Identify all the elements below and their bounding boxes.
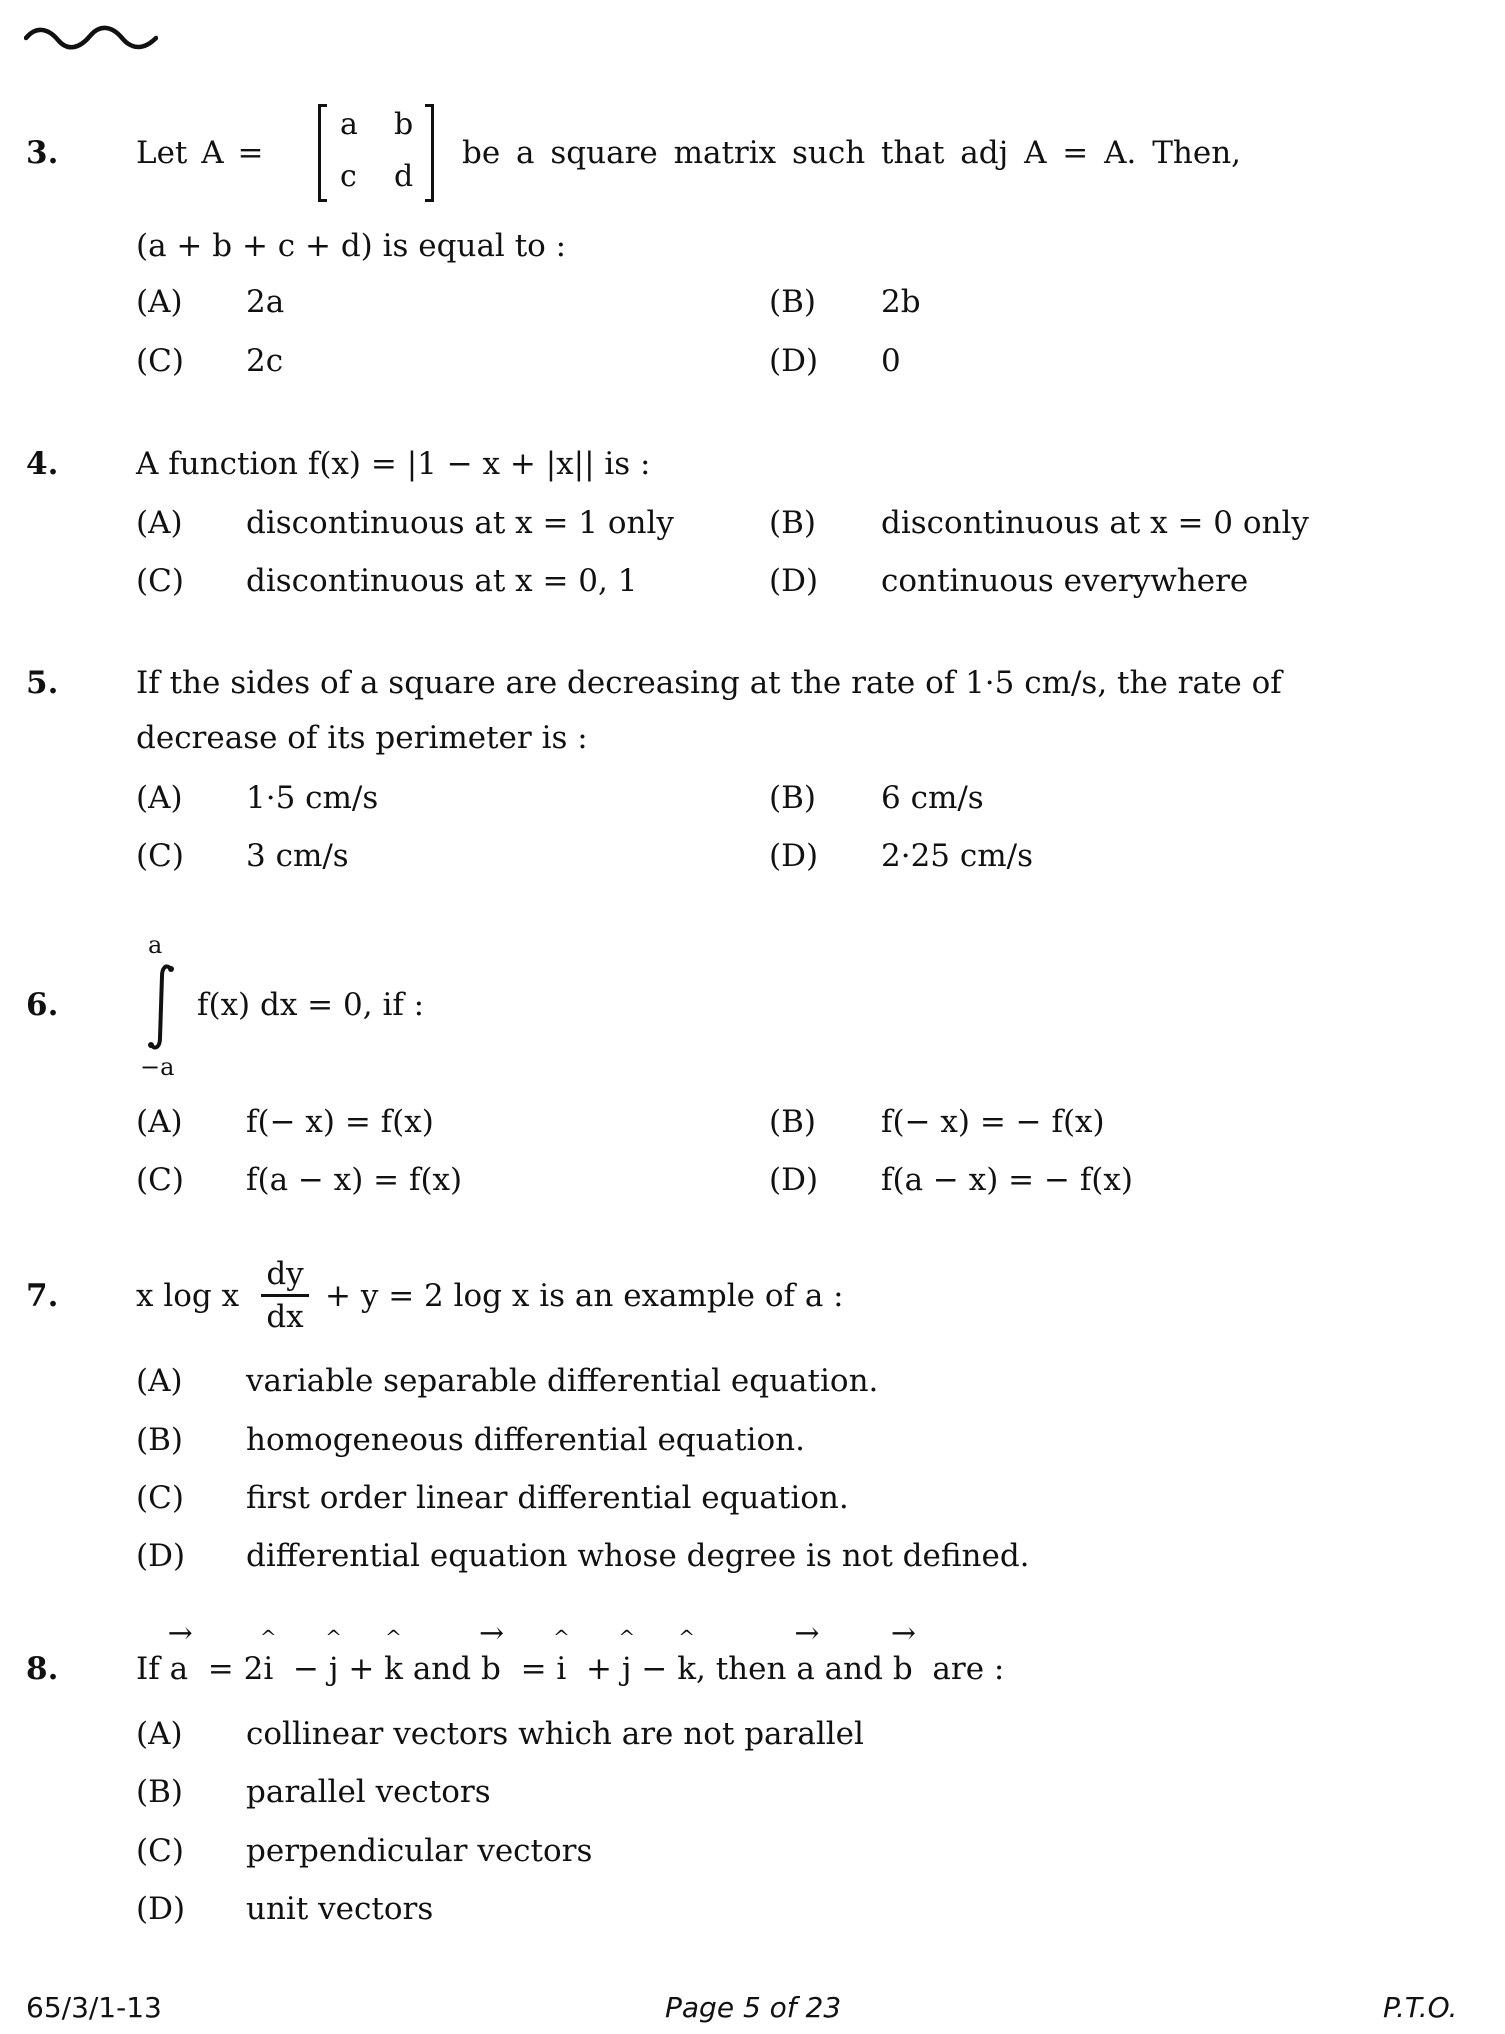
option-text-C[interactable]: discontinuous at x = 0, 1	[246, 563, 638, 599]
page-number: Page 5 of 23	[665, 1991, 842, 2024]
integral-sign-icon	[144, 962, 178, 1052]
vector-a: → a	[794, 1616, 820, 1687]
option-text-A[interactable]: f(− x) = f(x)	[246, 1104, 434, 1140]
question-stem-prefix: Let A =	[136, 135, 264, 171]
question-stem: A function f(x) = |1 − x + |x|| is :	[136, 446, 651, 482]
option-label-D[interactable]: (D)	[769, 1162, 819, 1198]
option-text-C[interactable]: 3 cm/s	[246, 838, 349, 874]
vector-arrow-icon: →	[167, 1616, 193, 1651]
option-text-C[interactable]: first order linear differential equation.	[246, 1480, 849, 1516]
question-stem-suffix: + y = 2 log x is an example of a :	[325, 1278, 844, 1314]
matrix-A	[318, 104, 434, 204]
squiggle-mark-icon	[24, 24, 158, 52]
option-label-D[interactable]: (D)	[136, 1538, 186, 1574]
option-text-D[interactable]: 2·25 cm/s	[881, 838, 1033, 874]
fraction-numerator: dy	[266, 1256, 304, 1292]
option-label-A[interactable]: (A)	[136, 284, 183, 320]
unit-vector-k: ^ k	[677, 1625, 697, 1687]
vector-a: → a	[167, 1616, 193, 1687]
question-stem: If → a = 2 ^ i − ^ j + ^ k and → b = ^ i + ^ j − ^ k, then → a and → b are :	[136, 1616, 1005, 1687]
question-number: 6.	[26, 987, 59, 1023]
option-label-C[interactable]: (C)	[136, 1162, 184, 1198]
integral-lower-limit: −a	[140, 1053, 175, 1081]
option-text-B[interactable]: 6 cm/s	[881, 780, 984, 816]
vector-arrow-icon: →	[890, 1616, 916, 1651]
left-bracket	[318, 104, 327, 202]
vector-arrow-icon: →	[478, 1616, 505, 1651]
hat-icon: ^	[325, 1625, 343, 1649]
option-label-D[interactable]: (D)	[136, 1891, 186, 1927]
option-text-A[interactable]: discontinuous at x = 1 only	[246, 505, 674, 541]
derivative-fraction	[261, 1256, 309, 1335]
stem-if: If	[136, 1651, 160, 1687]
question-stem-line2: decrease of its perimeter is :	[136, 720, 588, 756]
option-label-B[interactable]: (B)	[769, 505, 816, 541]
fraction-denominator: dx	[266, 1299, 304, 1335]
fraction-bar	[261, 1294, 309, 1297]
option-label-C[interactable]: (C)	[136, 838, 184, 874]
option-label-B[interactable]: (B)	[769, 1104, 816, 1140]
unit-vector-j: ^ j	[325, 1625, 343, 1687]
option-text-A[interactable]: 2a	[246, 284, 285, 320]
option-label-D[interactable]: (D)	[769, 563, 819, 599]
question-stem-line2: (a + b + c + d) is equal to :	[136, 228, 567, 264]
option-text-D[interactable]: continuous everywhere	[881, 563, 1249, 599]
unit-vector-i: ^ i	[259, 1625, 277, 1687]
option-label-C[interactable]: (C)	[136, 1480, 184, 1516]
option-label-D[interactable]: (D)	[769, 838, 819, 874]
option-label-A[interactable]: (A)	[136, 1104, 183, 1140]
hat-icon: ^	[678, 1625, 695, 1649]
option-text-C[interactable]: 2c	[246, 343, 284, 379]
option-label-B[interactable]: (B)	[769, 284, 816, 320]
question-number: 3.	[26, 135, 59, 171]
matrix-entry-d: d	[394, 159, 414, 194]
option-label-C[interactable]: (C)	[136, 563, 184, 599]
option-label-A[interactable]: (A)	[136, 780, 183, 816]
option-label-B[interactable]: (B)	[136, 1422, 183, 1458]
option-text-B[interactable]: 2b	[881, 284, 921, 320]
question-stem: f(x) dx = 0, if :	[197, 987, 425, 1023]
stem-eq1: = 2	[207, 1651, 264, 1687]
hat-icon: ^	[552, 1625, 570, 1649]
option-label-A[interactable]: (A)	[136, 1716, 183, 1752]
option-text-D[interactable]: differential equation whose degree is not defined.	[246, 1538, 1030, 1574]
paper-code: 65/3/1-13	[26, 1991, 162, 2024]
please-turn-over: P.T.O.	[1383, 1991, 1458, 2024]
option-text-C[interactable]: perpendicular vectors	[246, 1833, 593, 1869]
hat-icon: ^	[259, 1625, 277, 1649]
option-label-B[interactable]: (B)	[769, 780, 816, 816]
question-number: 5.	[26, 665, 59, 701]
question-stem-suffix: be a square matrix such that adj A = A. Then,	[462, 135, 1242, 171]
question-number: 7.	[26, 1278, 59, 1314]
question-stem-prefix: x log x	[136, 1278, 240, 1314]
option-text-A[interactable]: variable separable differential equation.	[246, 1363, 879, 1399]
option-text-D[interactable]: unit vectors	[246, 1891, 434, 1927]
unit-vector-k: ^ k	[384, 1625, 403, 1687]
option-label-A[interactable]: (A)	[136, 1363, 183, 1399]
right-bracket	[425, 104, 434, 202]
option-text-B[interactable]: homogeneous differential equation.	[246, 1422, 805, 1458]
option-text-D[interactable]: 0	[881, 343, 901, 379]
question-number: 4.	[26, 446, 59, 482]
matrix-entry-c: c	[340, 159, 357, 194]
option-label-A[interactable]: (A)	[136, 505, 183, 541]
option-label-C[interactable]: (C)	[136, 343, 184, 379]
hat-icon: ^	[618, 1625, 636, 1649]
option-text-A[interactable]: 1·5 cm/s	[246, 780, 379, 816]
option-label-D[interactable]: (D)	[769, 343, 819, 379]
hat-icon: ^	[385, 1625, 402, 1649]
option-text-C[interactable]: f(a − x) = f(x)	[246, 1162, 463, 1198]
matrix-entry-a: a	[340, 107, 358, 142]
matrix-entry-b: b	[394, 107, 414, 142]
vector-b: → b	[478, 1616, 505, 1687]
question-number: 8.	[26, 1651, 59, 1687]
vector-b: → b	[890, 1616, 916, 1687]
vector-arrow-icon: →	[794, 1616, 820, 1651]
unit-vector-i: ^ i	[552, 1625, 570, 1687]
option-text-D[interactable]: f(a − x) = − f(x)	[881, 1162, 1133, 1198]
option-label-B[interactable]: (B)	[136, 1774, 183, 1810]
option-text-B[interactable]: parallel vectors	[246, 1774, 491, 1810]
option-text-B[interactable]: discontinuous at x = 0 only	[881, 505, 1309, 541]
option-label-C[interactable]: (C)	[136, 1833, 184, 1869]
question-stem-line1: If the sides of a square are decreasing at the rate of 1·5 cm/s, the rate of	[136, 665, 1282, 701]
integral-upper-limit: a	[148, 931, 163, 959]
option-text-A[interactable]: collinear vectors which are not parallel	[246, 1716, 864, 1752]
unit-vector-j: ^ j	[618, 1625, 636, 1687]
option-text-B[interactable]: f(− x) = − f(x)	[881, 1104, 1105, 1140]
